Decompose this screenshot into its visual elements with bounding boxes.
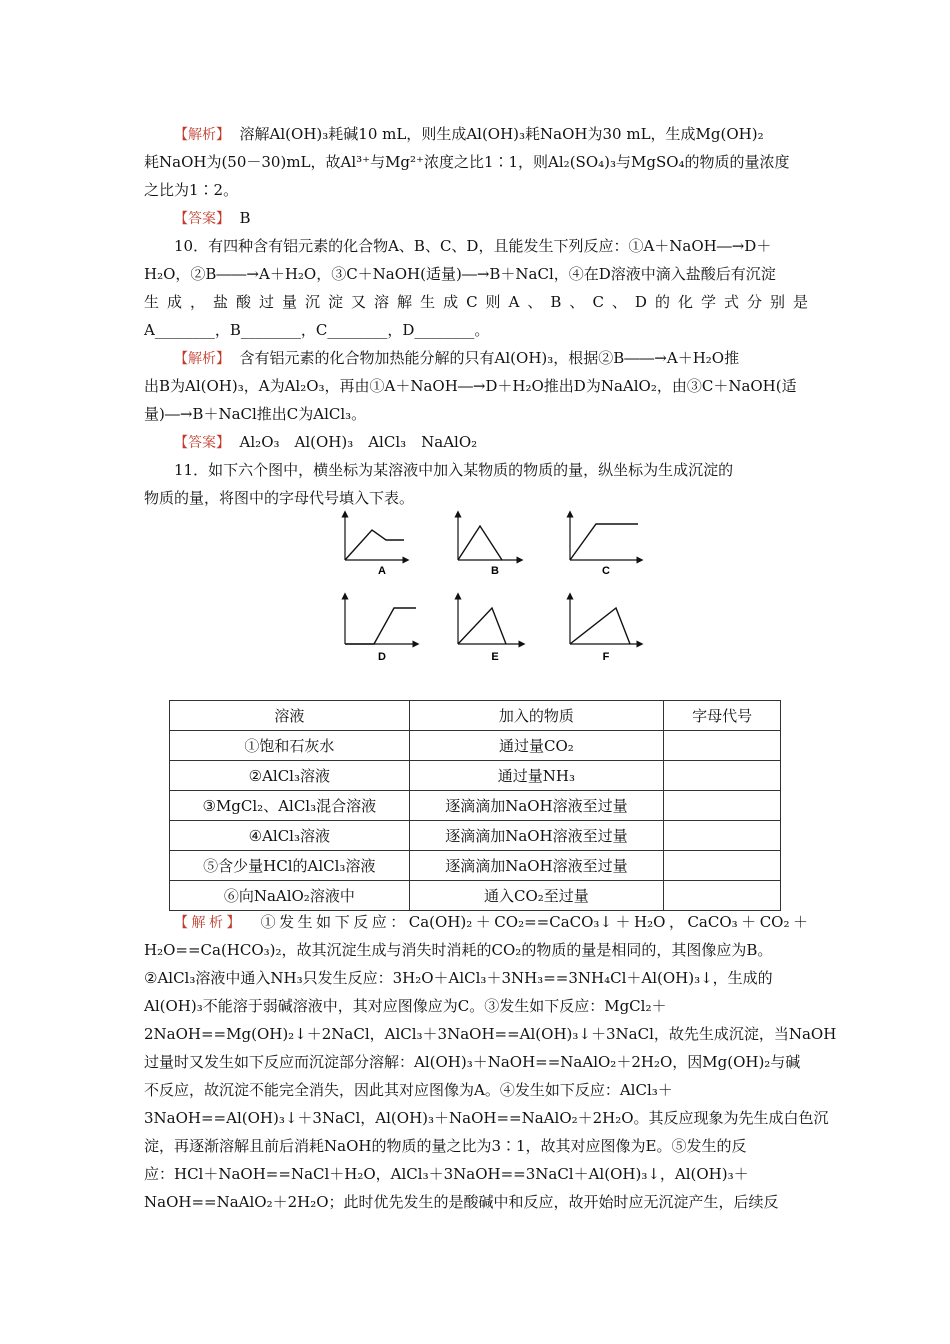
table-row [170,821,781,851]
analysis-tag: 【解析】 [174,127,230,143]
table-header: 字母代号 [664,701,781,731]
q9-analysis-line-3: 之比为1∶2。 [144,181,239,199]
analysis-tag: 【解析】 [174,915,245,931]
graph-C [570,514,640,560]
q10-analysis-line-2: 出B为Al(OH)₃，A为Al₂O₃，再由①A＋NaOH―→D＋H₂O推出D为NaAlO₂，由③C＋NaOH(适 [144,377,797,395]
table-header: 加入的物质 [409,701,664,731]
table-cell: 通过量NH₃ [409,761,664,791]
q11-line-2: 物质的量，将图中的字母代号填入下表。 [144,489,415,507]
table-cell: ③MgCl₂、AlCl₃混合溶液 [170,791,410,821]
q9-analysis-line-2: 耗NaOH为(50－30)mL，故Al³⁺与Mg²⁺浓度之比1∶1，则Al₂(SO₄)₃与MgSO₄的物质的量浓度 [144,153,790,171]
graph-label-E: E [491,651,499,663]
q10-analysis-line-3: 量)―→B＋NaCl推出C为AlCl₃。 [144,405,367,423]
q10-answer-text: Al₂O₃ Al(OH)₃ AlCl₃ NaAlO₂ [239,433,478,451]
q9-analysis-text-1: 溶解Al(OH)₃耗碱10 mL，则生成Al(OH)₃耗NaOH为30 mL，生成Mg(OH)₂ [239,125,764,143]
table-cell: ①饱和石灰水 [170,731,410,761]
table-cell: 通过量CO₂ [409,731,664,761]
table-cell: 逐滴滴加NaOH溶液至过量 [409,851,664,881]
q10-line-2: H₂O，②B――→A＋H₂O，③C＋NaOH(适量)―→B＋NaCl，④在D溶液中滴入盐酸后有沉淀 [144,265,776,283]
table-cell: 通入CO₂至过量 [409,881,664,911]
table-cell: ⑤含少量HCl的AlCl₃溶液 [170,851,410,881]
graph-label-C: C [602,565,610,577]
q11-analysis-line-4: Al(OH)₃不能溶于弱碱溶液中，其对应图像应为C。③发生如下反应：MgCl₂＋ [144,997,667,1015]
answer-tag: 【答案】 [174,435,230,451]
q11-analysis-line-6: 过量时又发生如下反应而沉淀部分溶解：Al(OH)₃＋NaOH==NaAlO₂＋2H₂O，因Mg(OH)₂与碱 [144,1053,801,1071]
q11-analysis-line-11: NaOH==NaAlO₂＋2H₂O；此时优先发生的是酸碱中和反应，故开始时应无沉淀产生，后续反 [144,1193,779,1211]
answer-cell [664,791,781,821]
q11-analysis-line-9: 淀，再逐渐溶解且前后消耗NaOH的物质的量之比为3∶1，故其对应图像为E。⑤发生的反 [144,1137,747,1155]
q11-analysis-line-1 [174,908,808,937]
table-header: 溶液 [170,701,410,731]
graph-label-B: B [491,565,499,577]
graph-E [458,596,522,644]
table-cell: 逐滴滴加NaOH溶液至过量 [409,791,664,821]
graph-F [570,596,640,644]
table-row [170,761,781,791]
answer-cell [664,731,781,761]
q9-analysis-line-1 [174,120,808,149]
six-graphs-figure [330,508,650,678]
q9-answer-line [174,204,808,233]
q11-analysis-line-8: 3NaOH==Al(OH)₃↓＋3NaCl，Al(OH)₃＋NaOH==NaAlO₂＋2H₂O。其反应现象为先生成白色沉 [144,1109,829,1127]
table-cell: ②AlCl₃溶液 [170,761,410,791]
q10-analysis-text-1: 含有铝元素的化合物加热能分解的只有Al(OH)₃，根据②B――→A＋H₂O推 [239,349,740,367]
q10-line-3: 生成，盐酸过量沉淀又溶解生成C则A、B、C、D的化学式分别是 [144,293,808,311]
q10-answer-line [174,428,808,457]
table-header-row [170,701,781,731]
q11-analysis-line-10: 应：HCl＋NaOH==NaCl＋H₂O，AlCl₃＋3NaOH==3NaCl＋Al(OH)₃↓，Al(OH)₃＋ [144,1165,749,1183]
q11-analysis-line-3: ②AlCl₃溶液中通入NH₃只发生反应：3H₂O＋AlCl₃＋3NH₃==3NH₄Cl＋Al(OH)₃↓，生成的 [144,969,773,987]
q10-analysis-line-1 [174,344,808,373]
q11-analysis-line-7: 不反应，故沉淀不能完全消失，因此其对应图像为A。④发生如下反应：AlCl₃＋ [144,1081,673,1099]
answer-cell [664,881,781,911]
graph-B [458,514,520,560]
q11-analysis-text-1: ①发生如下反应：Ca(OH)₂＋CO₂==CaCO₃↓＋H₂O，CaCO₃＋CO₂＋ [260,913,808,931]
answer-cell [664,821,781,851]
answer-cell [664,761,781,791]
graph-label-F: F [602,651,610,663]
table-cell: ⑥向NaAlO₂溶液中 [170,881,410,911]
table-row [170,731,781,761]
graphs-svg [330,508,650,678]
analysis-tag: 【解析】 [174,351,230,367]
q9-answer-text: B [239,209,251,227]
graph-A [345,514,406,560]
answer-tag: 【答案】 [174,211,230,227]
answer-cell [664,851,781,881]
table-row [170,791,781,821]
table-cell: 逐滴滴加NaOH溶液至过量 [409,821,664,851]
q11-line-1: 11．如下六个图中，横坐标为某溶液中加入某物质的物质的量，纵坐标为生成沉淀的 [174,461,734,479]
table-cell: ④AlCl₃溶液 [170,821,410,851]
table-row [170,881,781,911]
q10-line-4: A________，B________，C________，D________。 [144,321,490,339]
graph-D [345,596,416,644]
q11-analysis-line-5: 2NaOH==Mg(OH)₂↓＋2NaCl，AlCl₃＋3NaOH==Al(OH)₃↓＋3NaCl，故先生成沉淀，当NaOH [144,1025,837,1043]
q11-analysis-line-2: H₂O==Ca(HCO₃)₂，故其沉淀生成与消失时消耗的CO₂的物质的量是相同的，其图像应为B。 [144,941,773,959]
table-row [170,851,781,881]
q10-line-1: 10．有四种含有铝元素的化合物A、B、C、D，且能发生下列反应：①A＋NaOH―→D＋ [174,237,772,255]
graph-label-A: A [378,565,386,577]
answer-table [169,700,781,911]
graph-label-D: D [378,651,386,663]
